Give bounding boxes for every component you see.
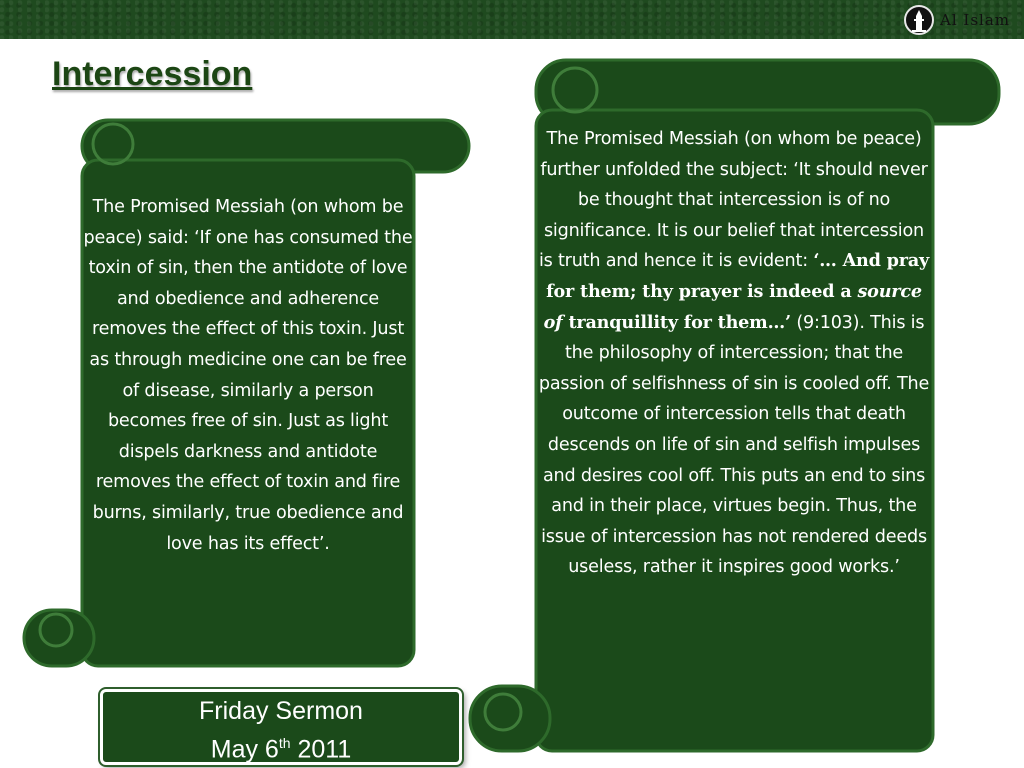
left-scroll-text: The Promised Messiah (on whom be peace) said: ‘If one has consumed the toxin of sin, then the antidote of love and obedience and adherence removes the effect of this toxin. Just as through medicine one can be free of disease, similarly a person becomes free of sin. Just as light dispels darkness and antidote removes the effect of toxin and fire burns, similarly, true obedience and love has its effect’. bbox=[83, 197, 413, 554]
right-text-before: The Promised Messiah (on whom be peace) further unfolded the subject: ‘It should never be thought that intercession is of no significance. It is our belief that intercession is truth and hence it is evident: bbox=[538, 129, 928, 272]
footer-ordinal: th bbox=[278, 735, 291, 751]
quote-part1: ‘… And pray for them; thy prayer is indeed a bbox=[546, 250, 930, 302]
footer-line1: Friday Sermon bbox=[199, 697, 363, 725]
footer-month-day: May 6 bbox=[210, 735, 279, 764]
right-scroll-text bbox=[536, 124, 932, 583]
quote-part2: tranquillity for them…’ bbox=[562, 311, 791, 333]
right-text-after: (9:103). This is the philosophy of intercession; that the passion of selfishness of sin is cooled off. The outcome of intercession tells that death descends on life of sin and selfish impulses and desires cool off. This puts an end to sins and in their place, virtues begin. Thus, the issue of intercession has not rendered deeds useless, rather it inspires good works.’ bbox=[538, 312, 930, 578]
page-title: Intercession bbox=[52, 55, 253, 93]
quote-italic: source of bbox=[543, 280, 922, 333]
footer-year: 2011 bbox=[297, 735, 352, 764]
brand-text: Al Islam bbox=[940, 11, 1010, 29]
footer-sermon-box bbox=[100, 689, 462, 765]
footer-date bbox=[103, 727, 459, 765]
